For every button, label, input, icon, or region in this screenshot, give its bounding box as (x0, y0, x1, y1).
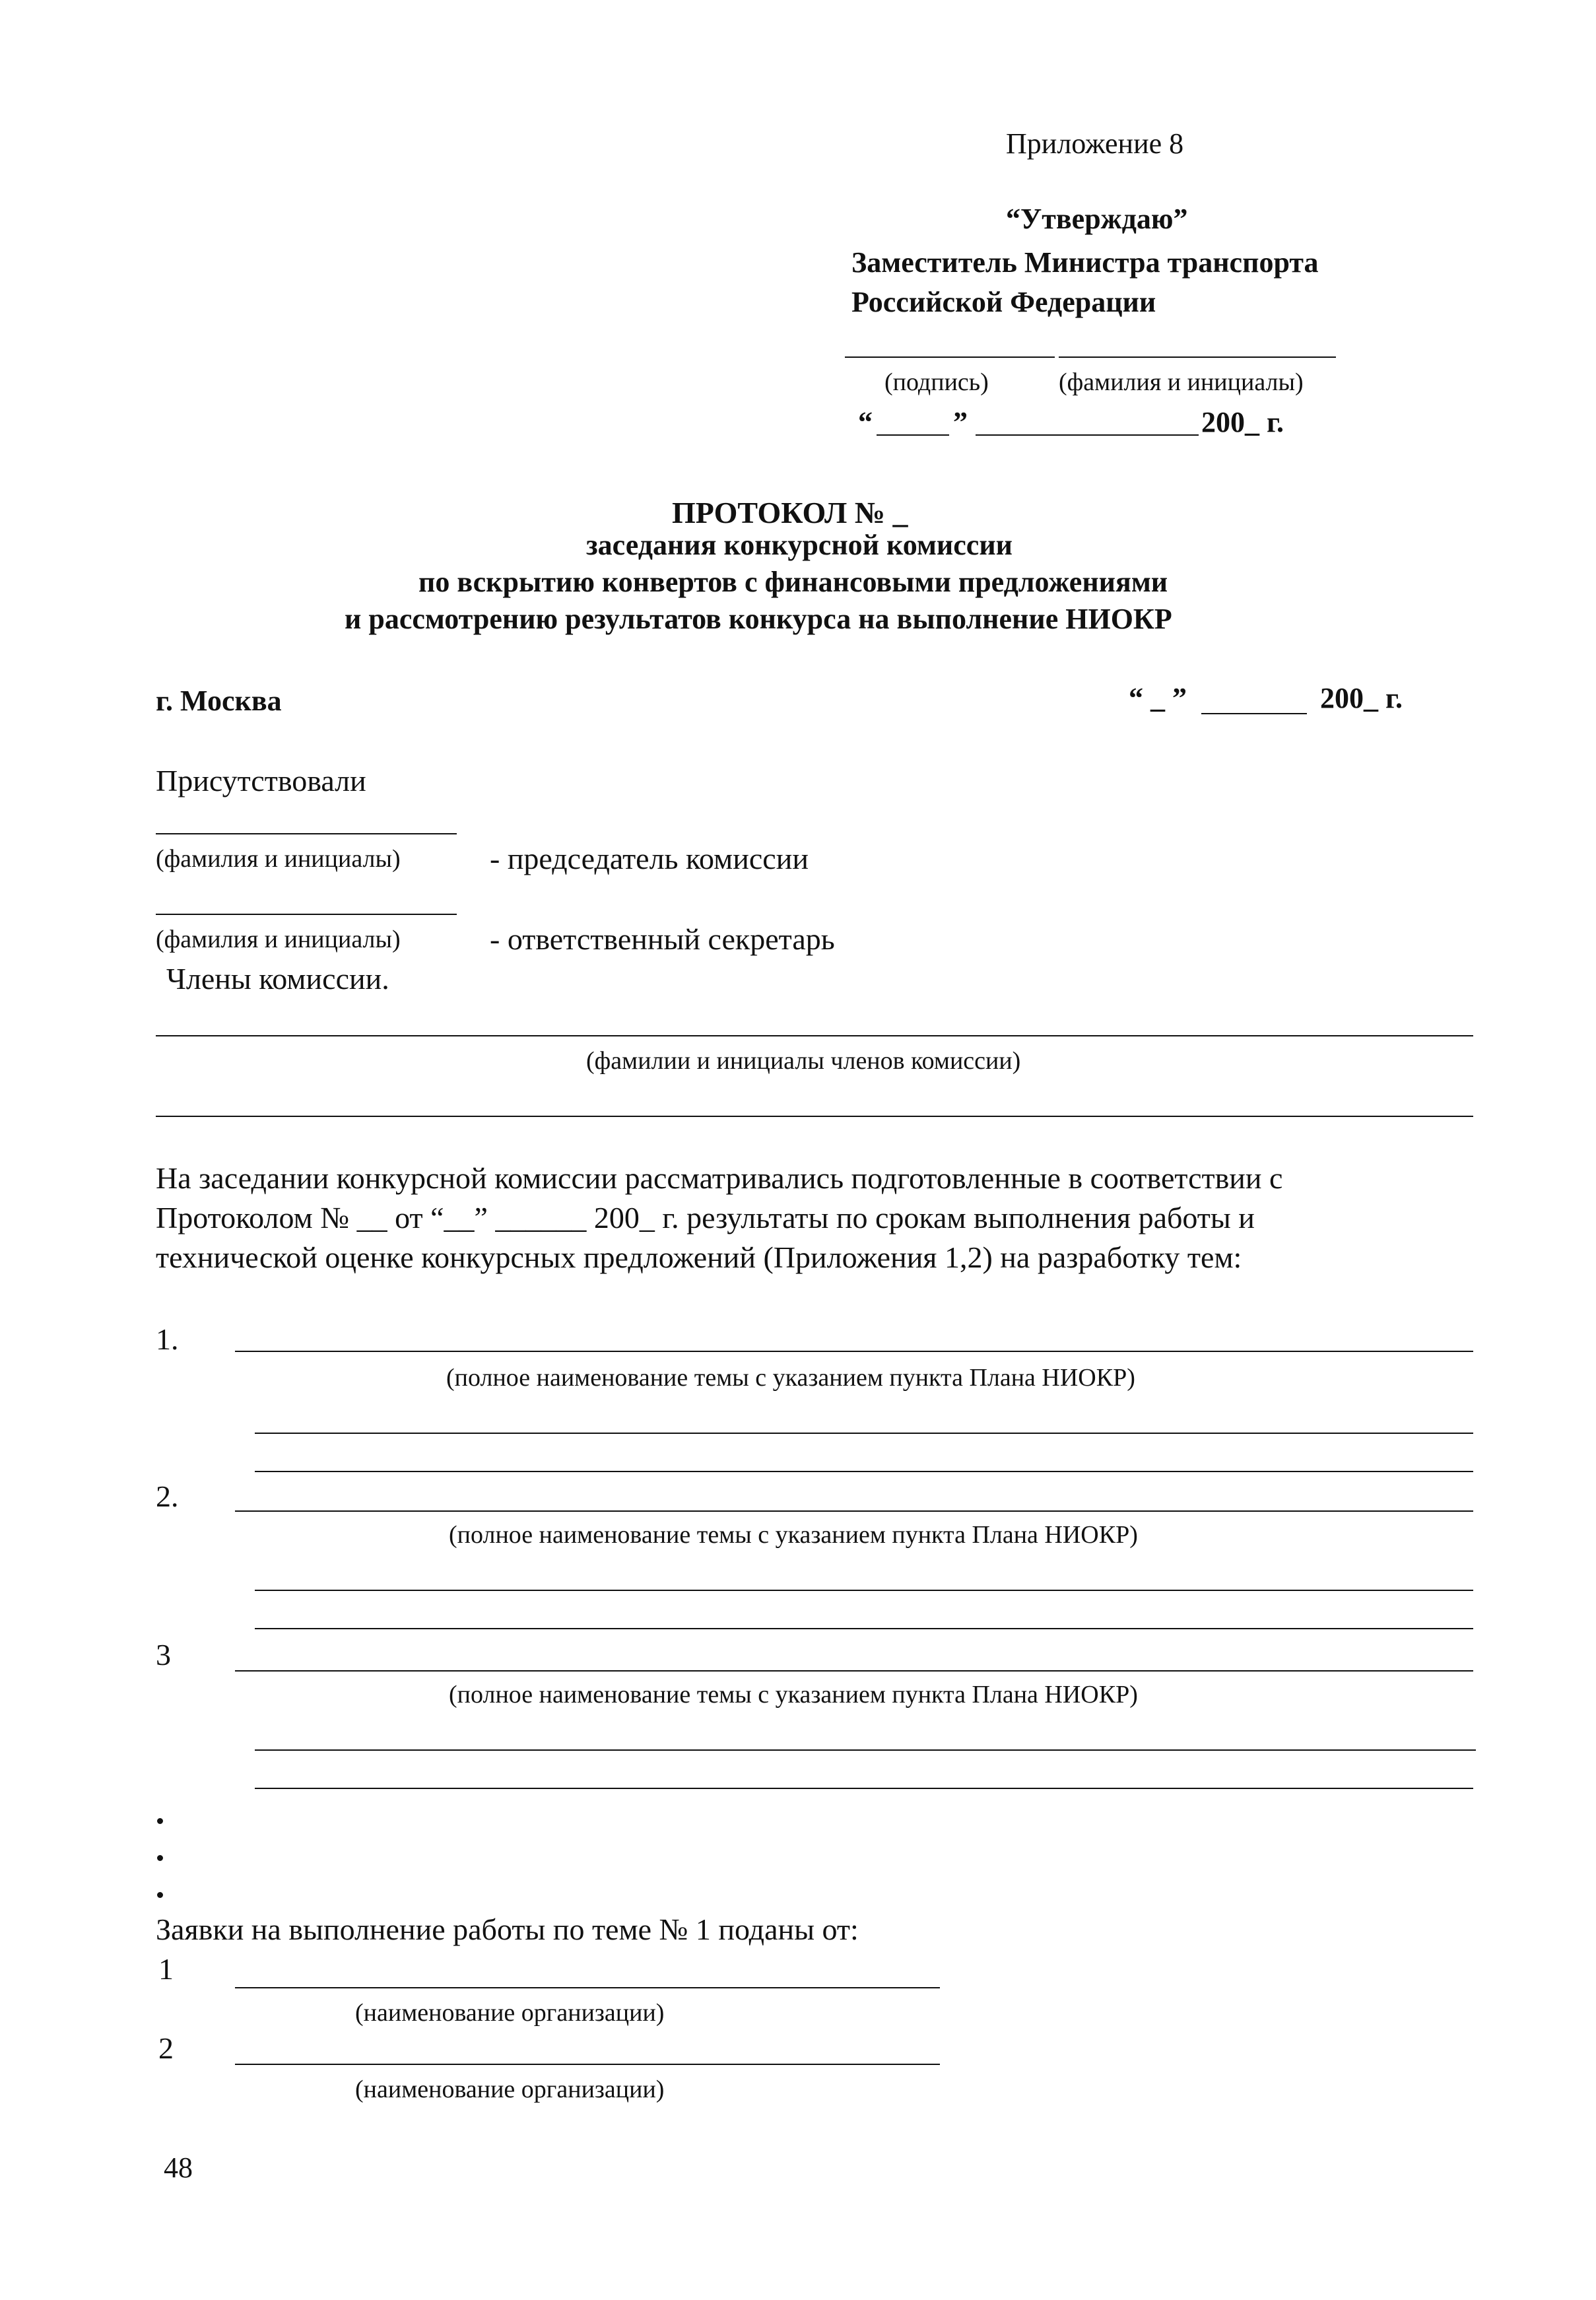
meeting-date-year: 200_ г. (1320, 682, 1403, 714)
list-continuation-dot (157, 1855, 163, 1861)
topic-name-line (235, 1670, 1473, 1672)
signature-line (845, 356, 1055, 358)
organization-caption: (наименование организации) (355, 2076, 665, 2103)
meeting-date-quotes: “ _ ” (1129, 682, 1187, 714)
topic-extra-line (255, 1433, 1473, 1434)
organization-caption: (наименование организации) (355, 1999, 665, 2027)
page-number: 48 (164, 2151, 193, 2184)
applications-heading: Заявки на выполнение работы по теме № 1 поданы от: (156, 1912, 859, 1946)
topic-number: 1. (156, 1322, 179, 1356)
approval-date-month-line (976, 434, 1199, 436)
protocol-title: ПРОТОКОЛ № _ (672, 496, 908, 529)
organization-name-line (235, 1987, 940, 1988)
chairman-role: - председатель комиссии (490, 842, 809, 875)
approver-name-line (1059, 356, 1336, 358)
members-line-2 (156, 1116, 1473, 1117)
topic-extra-line (255, 1590, 1473, 1591)
organization-name-line (235, 2064, 940, 2065)
topic-extra-line (255, 1749, 1476, 1751)
application-number: 2 (158, 2031, 174, 2065)
topic-name-line (235, 1351, 1473, 1352)
place-label: г. Москва (156, 685, 282, 717)
topic-extra-line (255, 1628, 1473, 1629)
body-line-2: Протоколом № __ от “__” ______ 200_ г. результаты по срокам выполнения работы и (156, 1201, 1255, 1235)
application-number: 1 (158, 1952, 174, 1986)
approval-date-year: 200_ г. (1201, 406, 1284, 438)
body-line-3: технической оценке конкурсных предложений (Приложения 1,2) на разработку тем: (156, 1240, 1242, 1274)
members-caption: (фамилии и инициалы членов комиссии) (586, 1047, 1021, 1075)
approval-date-day-line (877, 434, 949, 436)
secretary-role: - ответственный секретарь (490, 922, 835, 956)
topic-caption: (полное наименование темы с указанием пункта Плана НИОКР) (446, 1364, 1135, 1392)
approval-date-close-quote: ” (953, 406, 968, 438)
topic-caption: (полное наименование темы с указанием пункта Плана НИОКР) (449, 1681, 1138, 1708)
chairman-name-line (156, 833, 457, 834)
topic-extra-line (255, 1471, 1473, 1472)
topic-name-line (235, 1510, 1473, 1512)
approver-name-caption: (фамилия и инициалы) (1059, 368, 1304, 396)
topic-number: 2. (156, 1479, 179, 1513)
protocol-subtitle-line2: по вскрытию конвертов с финансовыми предложениями (418, 566, 1168, 598)
members-line-1 (156, 1035, 1473, 1036)
list-continuation-dot (157, 1892, 163, 1898)
list-continuation-dot (157, 1818, 163, 1824)
topic-extra-line (255, 1788, 1473, 1789)
signature-caption: (подпись) (884, 368, 989, 396)
approver-position-line1: Заместитель Министра транспорта (851, 246, 1319, 279)
members-label: Члены комиссии. (166, 962, 389, 996)
topic-number: 3 (156, 1638, 171, 1672)
approval-date-open-quote: “ (858, 406, 873, 438)
appendix-label: Приложение 8 (1006, 127, 1184, 160)
body-line-1: На заседании конкурсной комиссии рассматривались подготовленные в соответствии с (156, 1161, 1283, 1195)
chairman-name-caption: (фамилия и инициалы) (156, 845, 401, 873)
protocol-subtitle-line3: и рассмотрению результатов конкурса на выполнение НИОКР (345, 603, 1172, 635)
attendees-heading: Присутствовали (156, 764, 366, 797)
secretary-name-line (156, 914, 457, 915)
secretary-name-caption: (фамилия и инициалы) (156, 926, 401, 953)
approval-stamp: “Утверждаю” (1006, 203, 1188, 235)
approver-position-line2: Российской Федерации (851, 286, 1156, 318)
meeting-date-month-line (1201, 713, 1307, 714)
protocol-subtitle-line1: заседания конкурсной комиссии (586, 529, 1013, 561)
topic-caption: (полное наименование темы с указанием пункта Плана НИОКР) (449, 1521, 1138, 1549)
